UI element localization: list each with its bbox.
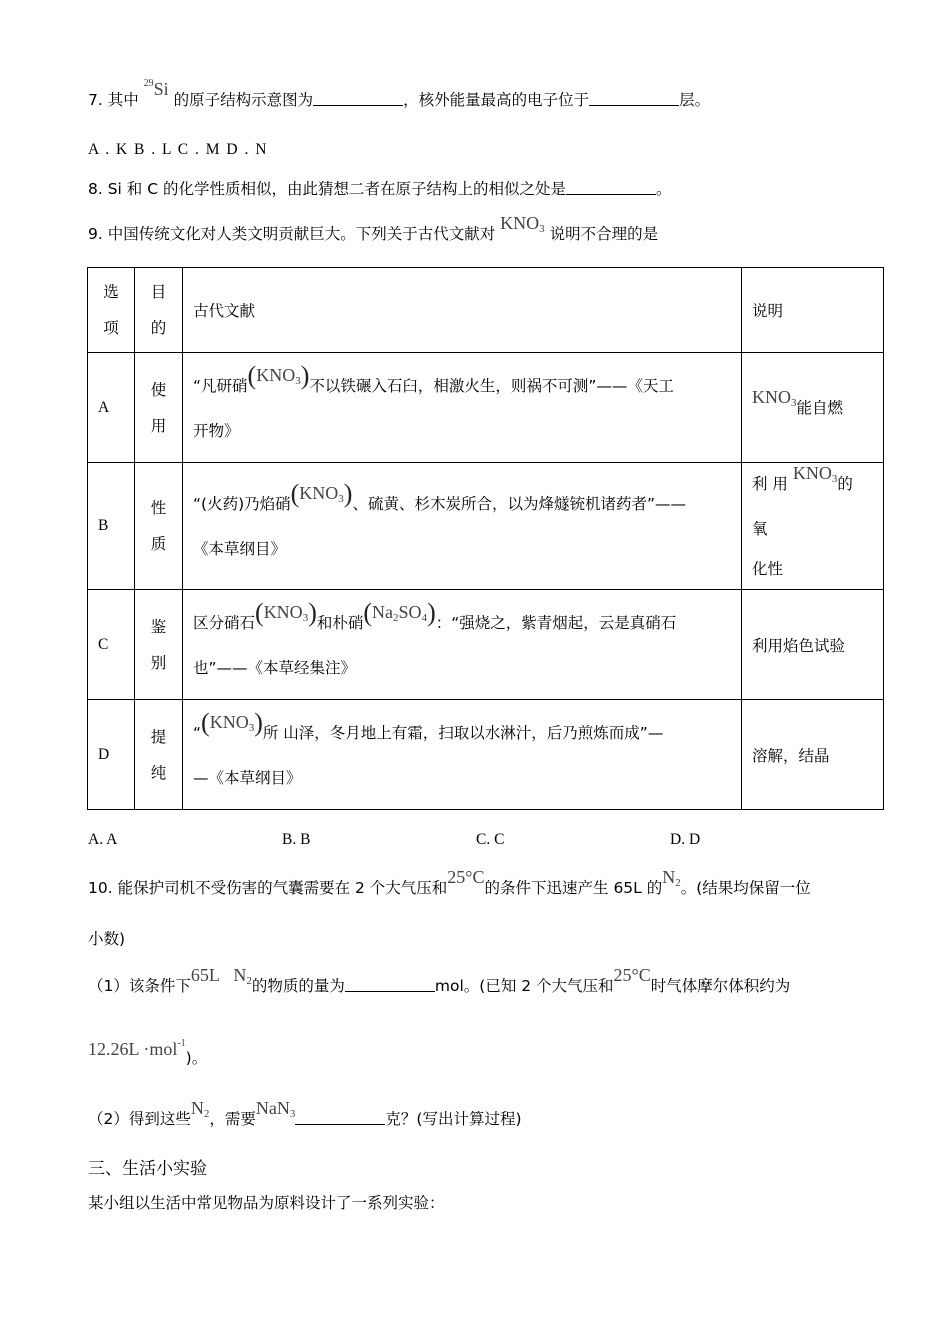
molar-volume-line: 12.26L ·mol$^{-1}$)。 (88, 1038, 208, 1067)
answer-option-b[interactable]: B. B (282, 831, 311, 848)
kno3-formula: $KNO_3$ (500, 213, 545, 235)
answer-blank[interactable] (345, 977, 435, 992)
row-purpose: 鉴 别 (135, 590, 183, 700)
header-option: 选 项 (88, 268, 135, 353)
question-10-line2: 小数) (88, 930, 126, 948)
header-purpose: 目 的 (135, 268, 183, 353)
answer-blank[interactable] (295, 1110, 385, 1125)
question-10-part1: （1）该条件下65L $N_2$的物质的量为 mol。(已知 2 个大气压和25°C时气体摩尔体积约为 (88, 965, 791, 995)
row-explanation: 溶解，结晶 (742, 700, 884, 810)
row-explanation: 利 用 $KNO_3$的 氧 化性 (742, 463, 884, 590)
answer-option-a[interactable]: A. A (88, 831, 118, 848)
row-option: B (88, 463, 135, 590)
section-3-intro: 某小组以生活中常见物品为原料设计了一系列实验： (88, 1194, 445, 1212)
answer-blank[interactable] (566, 180, 656, 195)
question-9: 9. 中国传统文化对人类文明贡献巨大。下列关于古代文献对 $KNO_3$ 说明不合理的是 (88, 213, 659, 243)
question-10-part2: （2）得到这些$N_2$，需要NaN$_3$ 克？(写出计算过程) (88, 1098, 522, 1128)
row-literature: “$(KNO_3)$所 山泽，冬月地上有霜，扫取以水淋汁，后乃煎炼而成”— —《本草纲目》 (183, 700, 742, 810)
table-row (88, 353, 884, 463)
answer-blank[interactable] (313, 91, 403, 106)
row-purpose: 性 质 (135, 463, 183, 590)
question-7: 7. 其中 $^{29}$Si 的原子结构示意图为 ，核外能量最高的电子位于 层。 (88, 78, 711, 109)
table-row (88, 590, 884, 700)
row-option: A (88, 353, 135, 463)
answer-option-d[interactable]: D. D (670, 831, 701, 848)
row-literature: “(火药)乃焰硝$(KNO_3)$、硫黄、杉木炭所合，以为烽燧铳机诸药者”—— 《本草纲目》 (183, 463, 742, 590)
question-10: 10. 能保护司机不受伤害的气囊需要在 2 个大气压和25°C的条件下迅速产生 65L 的$N_2$。(结果均保留一位 (88, 867, 811, 897)
row-literature: “凡研硝$(KNO_3)$不以铁碾入石臼，相激火生，则祸不可测”——《天工 开物》 (183, 353, 742, 463)
row-explanation: $KNO_3$能自燃 (742, 353, 884, 463)
row-option: D (88, 700, 135, 810)
row-literature: 区分硝石$(KNO_3)$和朴硝$(Na_2SO_4)$：“强烧之，紫青烟起，云是真硝石 也”——《本草经集注》 (183, 590, 742, 700)
kno3-literature-table (87, 267, 884, 810)
table-row (88, 700, 884, 810)
section-3-title: 三、生活小实验 (88, 1159, 207, 1179)
row-option: C (88, 590, 135, 700)
row-purpose: 提 纯 (135, 700, 183, 810)
row-purpose: 使 用 (135, 353, 183, 463)
header-explanation: 说明 (742, 268, 884, 353)
table-row (88, 463, 884, 590)
question-7-options: A . K B . L C . M D . N (88, 141, 267, 158)
question-8: 8. Si 和 C 的化学性质相似，由此猜想二者在原子结构上的相似之处是 。 (88, 180, 672, 198)
row-explanation: 利用焰色试验 (742, 590, 884, 700)
table-header-row (88, 268, 884, 353)
si-isotope-symbol: $^{29}$Si (143, 78, 169, 99)
answer-blank[interactable] (589, 91, 679, 106)
answer-option-c[interactable]: C. C (476, 831, 505, 848)
header-literature: 古代文献 (183, 268, 742, 353)
